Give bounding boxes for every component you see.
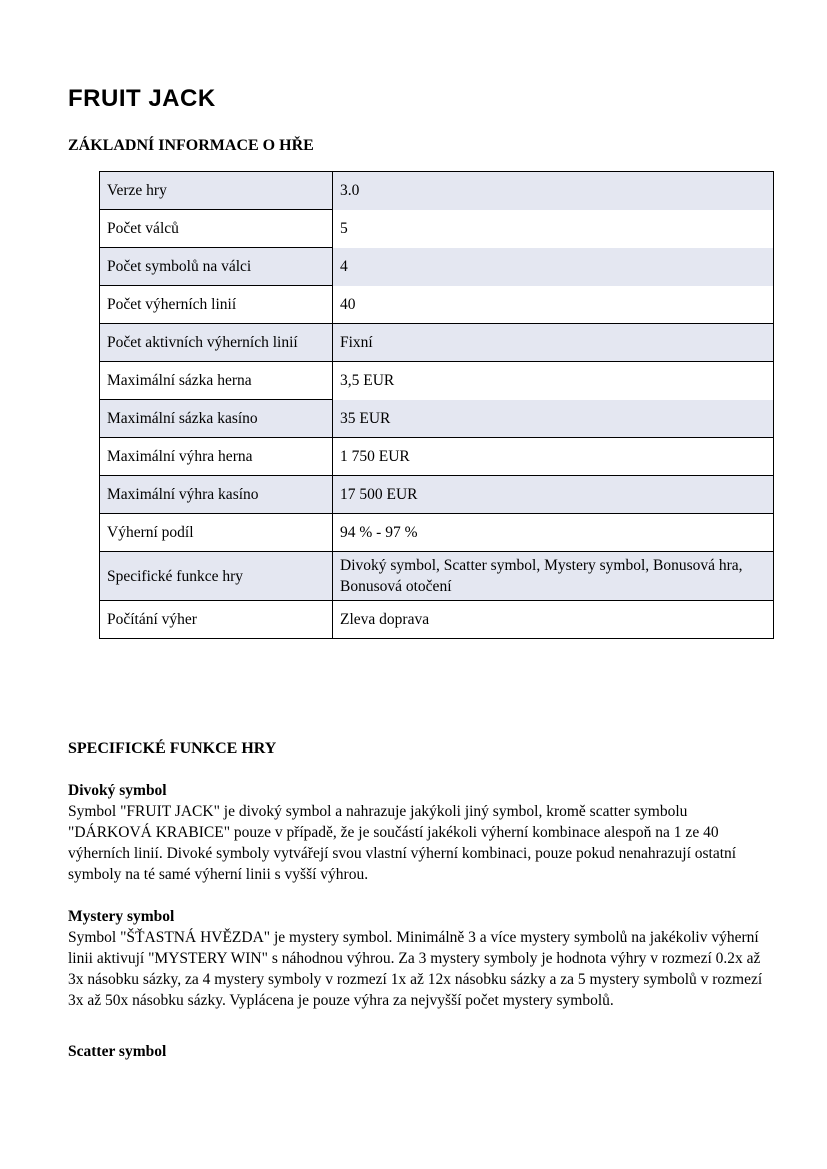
row-value: 35 EUR bbox=[333, 400, 774, 438]
feature-mystery-symbol bbox=[68, 906, 767, 1011]
table-row bbox=[100, 210, 774, 248]
table-row bbox=[100, 400, 774, 438]
page-title: FRUIT JACK bbox=[68, 85, 216, 112]
features-section bbox=[68, 739, 765, 1062]
row-value: 40 bbox=[333, 286, 774, 324]
basic-info-heading: ZÁKLADNÍ INFORMACE O HŘE bbox=[68, 137, 314, 154]
table-row bbox=[100, 248, 774, 286]
row-label: Maximální výhra herna bbox=[100, 438, 333, 476]
row-value: 4 bbox=[333, 248, 774, 286]
feature-wild-symbol bbox=[68, 780, 767, 885]
feature-body: Symbol "FRUIT JACK" je divoký symbol a nahrazuje jakýkoli jiný symbol, kromě scatter symbolu "DÁRKOVÁ KRABICE" pouze v případě, že je součástí jakékoli výherní kombinace alespoň na 1 ze 40 výherních linií. Divoké symboly vytvářejí svou vlastní výherní kombinaci, pouze pokud nenahrazují ostatní symboly na té samé výherní linii s vyšší výhrou. bbox=[68, 803, 737, 883]
row-value: Fixní bbox=[333, 324, 774, 362]
table-row bbox=[100, 286, 774, 324]
feature-title: Divoký symbol bbox=[68, 782, 167, 799]
game-info-table-body bbox=[100, 172, 774, 639]
table-row bbox=[100, 552, 774, 601]
table-row bbox=[100, 514, 774, 552]
row-label: Výherní podíl bbox=[100, 514, 333, 552]
feature-title: Mystery symbol bbox=[68, 908, 175, 925]
feature-body: Symbol "ŠŤASTNÁ HVĚZDA" je mystery symbol. Minimálně 3 a více mystery symbolů na jakékoliv výherní linii aktivují "MYSTERY WIN" s náhodnou výhrou. Za 3 mystery symboly je hodnota výhry v rozmezí 0.2x až 3x násobku sázky, za 4 mystery symboly v rozmezí 1x až 12x násobku sázky a za 5 mystery symbolů v rozmezí 3x až 50x násobku sázky. Vyplácena je pouze výhra za nejvyšší počet mystery symbolů. bbox=[68, 929, 763, 1009]
row-label: Počet symbolů na válci bbox=[100, 248, 333, 286]
row-value: 5 bbox=[333, 210, 774, 248]
row-label: Počet válců bbox=[100, 210, 333, 248]
table-row bbox=[100, 601, 774, 639]
row-label: Specifické funkce hry bbox=[100, 552, 333, 601]
features-heading: SPECIFICKÉ FUNKCE HRY bbox=[68, 740, 277, 757]
row-value: 17 500 EUR bbox=[333, 476, 774, 514]
row-value: Zleva doprava bbox=[333, 601, 774, 639]
row-label: Verze hry bbox=[100, 172, 333, 210]
table-row bbox=[100, 172, 774, 210]
row-label: Počet výherních linií bbox=[100, 286, 333, 324]
feature-scatter-symbol bbox=[68, 1041, 767, 1062]
table-row bbox=[100, 438, 774, 476]
row-value: Divoký symbol, Scatter symbol, Mystery symbol, Bonusová hra, Bonusová otočení bbox=[333, 552, 774, 601]
row-label: Počet aktivních výherních linií bbox=[100, 324, 333, 362]
row-label: Počítání výher bbox=[100, 601, 333, 639]
table-row bbox=[100, 362, 774, 400]
row-value: 94 % - 97 % bbox=[333, 514, 774, 552]
table-row bbox=[100, 324, 774, 362]
row-label: Maximální výhra kasíno bbox=[100, 476, 333, 514]
row-label: Maximální sázka herna bbox=[100, 362, 333, 400]
row-label: Maximální sázka kasíno bbox=[100, 400, 333, 438]
row-value: 3.0 bbox=[333, 172, 774, 210]
row-value: 1 750 EUR bbox=[333, 438, 774, 476]
feature-title: Scatter symbol bbox=[68, 1043, 167, 1060]
row-value: 3,5 EUR bbox=[333, 362, 774, 400]
game-info-table bbox=[99, 171, 774, 639]
table-row bbox=[100, 476, 774, 514]
